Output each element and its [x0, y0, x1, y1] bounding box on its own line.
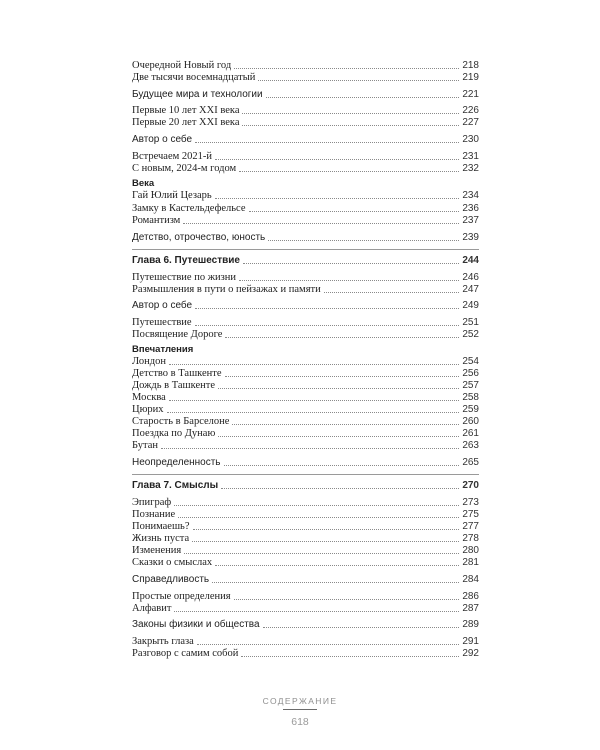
toc-entry[interactable]: Первые 10 лет XXI века 226: [132, 105, 479, 116]
toc-page-number: 256: [462, 368, 479, 379]
toc-entry[interactable]: Размышления в пути о пейзажах и памяти 247: [132, 284, 479, 295]
toc-entry[interactable]: Посвящение Дороге 252: [132, 329, 479, 340]
toc-entry[interactable]: Законы физики и общества 289: [132, 619, 479, 630]
toc-page-number: 246: [462, 272, 479, 283]
toc-entry[interactable]: Разговор с самим собой 292: [132, 648, 479, 659]
toc-entry[interactable]: Познание 275: [132, 509, 479, 520]
toc-entry[interactable]: Замку в Кастельдефельсе 236: [132, 203, 479, 214]
toc-entry[interactable]: Дождь в Ташкенте 257: [132, 380, 479, 391]
toc-entry[interactable]: Алфавит 287: [132, 603, 479, 614]
toc-page-number: 291: [462, 636, 479, 647]
toc-entry[interactable]: Справедливость 284: [132, 574, 479, 585]
toc-page-number: 252: [462, 329, 479, 340]
footer-divider: [283, 709, 317, 710]
toc-entry[interactable]: Первые 20 лет XXI века 227: [132, 117, 479, 128]
toc-entry[interactable]: Неопределенность 265: [132, 457, 479, 468]
toc-page-number: 265: [462, 457, 479, 468]
toc-page-number: 277: [462, 521, 479, 532]
toc-entry[interactable]: Автор о себе 230: [132, 134, 479, 145]
toc-entry[interactable]: Изменения 280: [132, 545, 479, 556]
toc-page-number: 289: [462, 619, 479, 630]
toc-page-number: 251: [462, 317, 479, 328]
toc-entry[interactable]: Сказки о смыслах 281: [132, 557, 479, 568]
toc-entry[interactable]: Закрыть глаза 291: [132, 636, 479, 647]
chapter-entry[interactable]: Глава 6. Путешествие 244: [132, 255, 479, 266]
toc-page-number: 292: [462, 648, 479, 659]
chapter-entry[interactable]: Глава 7. Смыслы 270: [132, 480, 479, 491]
toc-page-number: 287: [462, 603, 479, 614]
toc-page-number: 218: [462, 60, 479, 71]
toc-page-number: 281: [462, 557, 479, 568]
toc-page-number: 259: [462, 404, 479, 415]
toc-entry[interactable]: Детство, отрочество, юность 239: [132, 232, 479, 243]
toc-entry[interactable]: Понимаешь? 277: [132, 521, 479, 532]
section-heading-vpechatleniya: Впечатления: [132, 344, 194, 355]
toc-entry[interactable]: Жизнь пуста 278: [132, 533, 479, 544]
toc-page-number: 260: [462, 416, 479, 427]
toc-entry[interactable]: Встречаем 2021-й 231: [132, 151, 479, 162]
toc-page-number: 249: [462, 300, 479, 311]
toc-page-number: 232: [462, 163, 479, 174]
toc-entry[interactable]: Лондон 254: [132, 356, 479, 367]
toc-page-number: 237: [462, 215, 479, 226]
toc-entry[interactable]: Эпиграф 273: [132, 497, 479, 508]
toc-entry[interactable]: Поездка по Дунаю 261: [132, 428, 479, 439]
toc-page-number: 275: [462, 509, 479, 520]
toc-entry[interactable]: Путешествие по жизни 246: [132, 272, 479, 283]
toc-entry[interactable]: Автор о себе 249: [132, 300, 479, 311]
toc-entry[interactable]: Гай Юлий Цезарь 234: [132, 190, 479, 201]
running-footer-label: СОДЕРЖАНИЕ: [262, 696, 338, 706]
toc-page-number: 258: [462, 392, 479, 403]
toc-entry[interactable]: Романтизм 237: [132, 215, 479, 226]
page-number: 618: [291, 716, 309, 728]
toc-page-number: 226: [462, 105, 479, 116]
section-heading-veka: Века: [132, 178, 155, 189]
toc-page-number: 263: [462, 440, 479, 451]
toc-entry[interactable]: Будущее мира и технологии 221: [132, 89, 479, 100]
toc-page-number: 236: [462, 203, 479, 214]
toc-entry[interactable]: Старость в Барселоне 260: [132, 416, 479, 427]
toc-entry[interactable]: С новым, 2024-м годом 232: [132, 163, 479, 174]
toc-entry[interactable]: Очередной Новый год 218: [132, 60, 479, 71]
toc-entry[interactable]: Детство в Ташкенте 256: [132, 368, 479, 379]
toc-entry[interactable]: Две тысячи восемнадцатый 219: [132, 72, 479, 83]
toc-entry[interactable]: Путешествие 251: [132, 317, 479, 328]
toc-page-number: 227: [462, 117, 479, 128]
toc-page-number: 239: [462, 232, 479, 243]
toc-entry[interactable]: Бутан 263: [132, 440, 479, 451]
toc-page-number: 273: [462, 497, 479, 508]
toc-page-number: 230: [462, 134, 479, 145]
toc-page-number: 284: [462, 574, 479, 585]
toc-page-number: 257: [462, 380, 479, 391]
toc-page-number: 280: [462, 545, 479, 556]
toc-page-number: 219: [462, 72, 479, 83]
divider: [132, 474, 479, 475]
toc-entry[interactable]: Москва 258: [132, 392, 479, 403]
toc-entry[interactable]: Простые определения 286: [132, 591, 479, 602]
toc-page-number: 234: [462, 190, 479, 201]
toc-page-number: 247: [462, 284, 479, 295]
toc-page-number: 261: [462, 428, 479, 439]
table-of-contents: [132, 0, 479, 750]
toc-page-number: 270: [462, 480, 479, 491]
divider: [132, 249, 479, 250]
toc-page-number: 254: [462, 356, 479, 367]
toc-page-number: 221: [462, 89, 479, 100]
toc-page-number: 231: [462, 151, 479, 162]
toc-page-number: 278: [462, 533, 479, 544]
toc-page-number: 244: [462, 255, 479, 266]
toc-entry[interactable]: Цюрих 259: [132, 404, 479, 415]
toc-page-number: 286: [462, 591, 479, 602]
